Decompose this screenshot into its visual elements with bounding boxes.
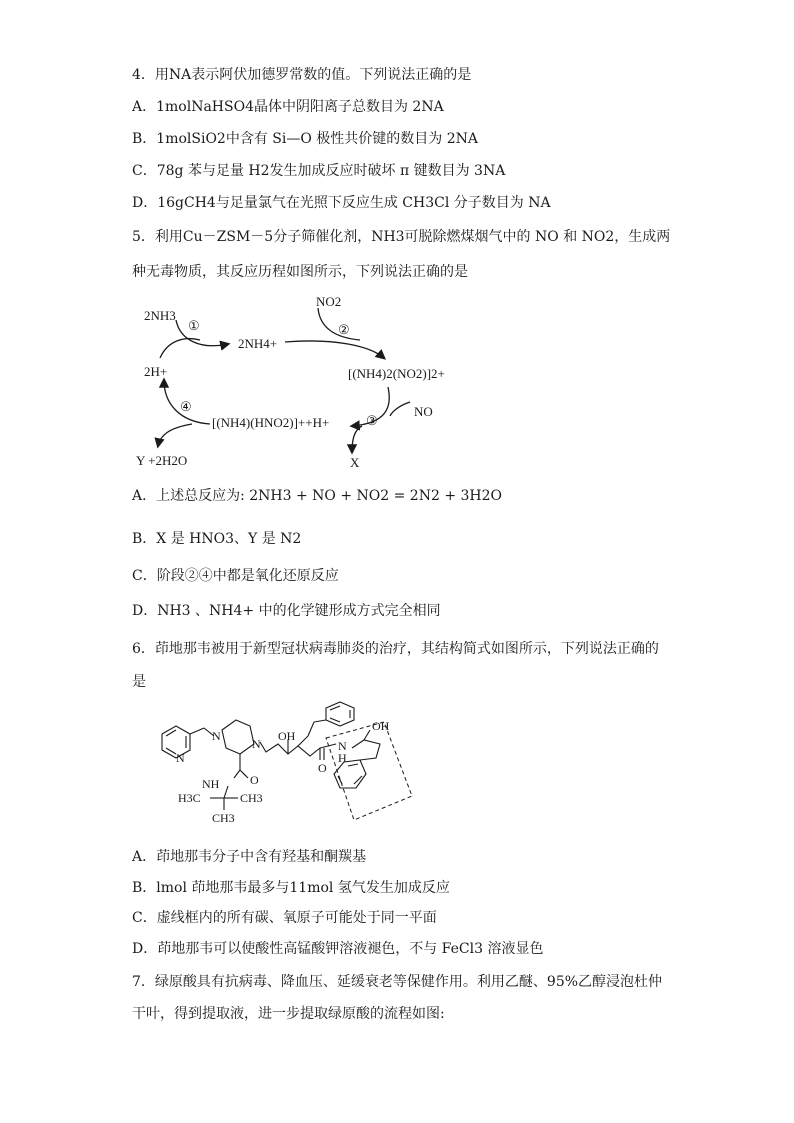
atom-h: H [338,751,347,765]
label-step2: ② [338,322,350,337]
group-ch3-bottom: CH3 [212,811,235,825]
q5-option-a: A．上述总反应为: 2NH3 + NO + NO2 = 2N2 + 3H2O [132,488,503,504]
q7-stem-line1: 7．绿原酸具有抗病毒、降血压、延缓衰老等保健作用。利用乙醚、95%乙醇浸泡杜仲 [132,974,663,990]
atom-n-pyridine: N [176,751,185,765]
group-h3c: H3C [178,791,201,805]
label-step1: ① [188,318,200,333]
q4-stem: 4．用NA表示阿伏加德罗常数的值。下列说法正确的是 [132,67,472,83]
label-complex2: [(NH4)2(NO2)]2+ [348,366,445,381]
label-2nh4: 2NH4+ [238,336,278,351]
atom-n1: N [212,729,221,743]
atom-oh2: OH [372,719,390,733]
label-x: X [350,455,360,470]
label-no: NO [414,404,433,419]
label-step3: ③ [366,413,378,428]
q6-option-c: C．虚线框内的所有碳、氧原子可能处于同一平面 [132,910,437,926]
q6-option-b: B．lmol 茚地那韦最多与11mol 氢气发生加成反应 [132,880,450,896]
q6-stem-line1: 6．茚地那韦被用于新型冠状病毒肺炎的治疗，其结构简式如图所示，下列说法正确的 [132,641,659,657]
reaction-cycle-diagram [130,292,450,477]
q4-option-d: D．16gCH4与足量氯气在光照下反应生成 CH3Cl 分子数目为 NA [132,195,551,211]
arrow-x-out [352,426,362,452]
atom-o2: O [318,761,327,775]
arrow-step2 [285,341,384,358]
indinavir-structure [140,700,420,830]
q5-stem-line2: 种无毒物质，其反应历程如图所示，下列说法正确的是 [132,264,468,280]
q4-option-a: A．1molNaHSO4晶体中阴阳离子总数目为 2NA [132,99,444,115]
arrow-y-out [158,424,192,446]
atom-n2: N [252,737,261,751]
q5-stem-line1: 5．利用Cu－ZSM－5分子筛催化剂，NH3可脱除燃煤烟气中的 NO 和 NO2，生成两 [132,229,671,245]
q4-option-c: C．78g 苯与足量 H2发生加成反应时破坏 π 键数目为 3NA [132,163,506,179]
piperazine-ring [222,720,254,754]
atom-o1: O [250,773,259,787]
q6-stem-line2: 是 [132,674,146,690]
group-ch3-right: CH3 [240,791,263,805]
q6-option-a: A．茚地那韦分子中含有羟基和酮羰基 [132,849,367,865]
label-2nh3: 2NH3 [144,308,176,323]
dashed-box [326,722,412,820]
q5-option-b: B．X 是 HNO3、Y 是 N2 [132,531,302,547]
atom-nh1: NH [202,777,220,791]
q5-option-c: C．阶段②④中都是氧化还原反应 [132,568,339,584]
label-no2: NO2 [316,294,342,309]
arrow-no-in [390,402,410,416]
label-step4: ④ [180,399,192,414]
label-complex1: [(NH4)(HNO2)]++H+ [212,415,330,430]
q6-option-d: D．茚地那韦可以使酸性高锰酸钾溶液褪色，不与 FeCl3 溶液显色 [132,941,544,957]
q7-stem-line2: 干叶，得到提取液，进一步提取绿原酸的流程如图: [132,1006,445,1022]
atom-n-amide: N [338,739,347,753]
q4-option-b: B．1molSiO2中含有 Si—O 极性共价键的数目为 2NA [132,131,478,147]
q5-option-d: D．NH3 、NH4+ 中的化学键形成方式完全相同 [132,603,441,619]
arrow-step1 [176,320,228,346]
atom-oh1: OH [278,729,296,743]
label-y-2h2o: Y +2H2O [136,453,188,468]
label-2h: 2H+ [144,364,168,379]
